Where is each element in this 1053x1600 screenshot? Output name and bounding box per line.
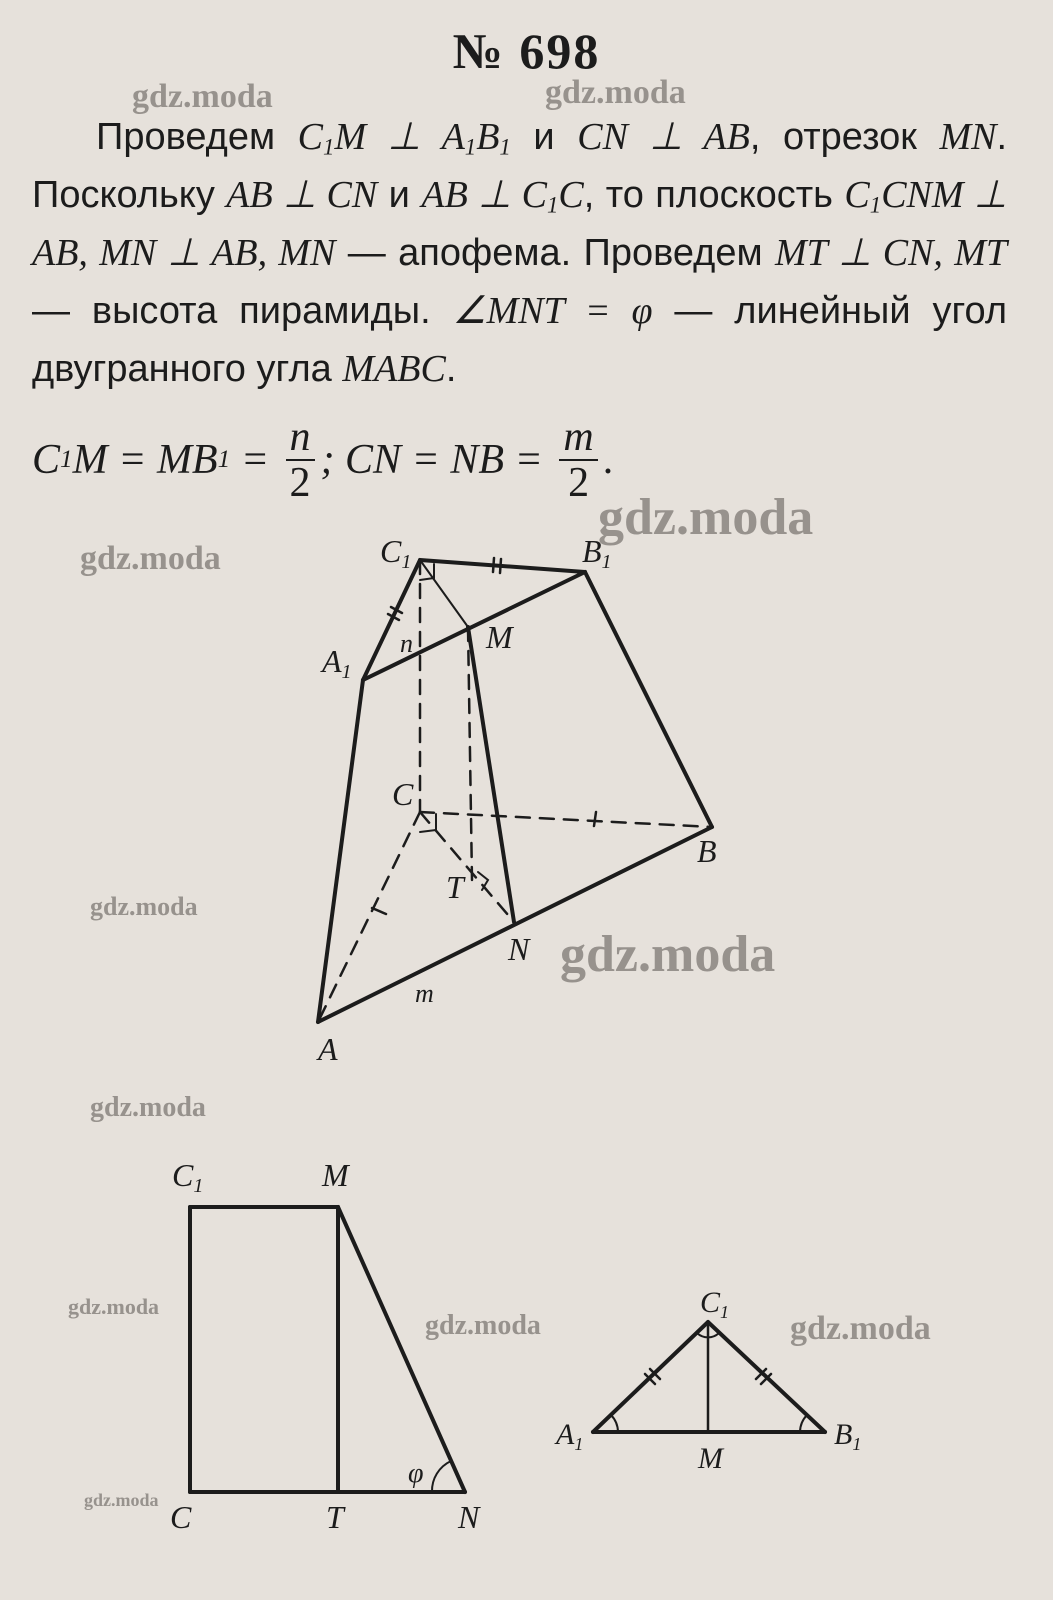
watermark: gdz.moda [90, 1092, 206, 1123]
denominator: 2 [289, 460, 311, 506]
subscript: 1 [464, 134, 477, 160]
label-phi: φ [408, 1458, 424, 1489]
math-part: C [558, 174, 584, 216]
denominator: 2 [568, 460, 590, 506]
watermark: gdz.moda [790, 1310, 931, 1347]
label-a1: A1 [322, 643, 352, 683]
angle-arc-b1 [800, 1415, 807, 1432]
watermark: gdz.moda [425, 1310, 541, 1341]
label-n: N [458, 1499, 480, 1535]
text-run: Поскольку [32, 174, 227, 216]
text-run: — апофема. Проведем [335, 232, 775, 274]
formula-line: C 1 M = MB 1 = $\frac{n}{2}$ ; CN = NB = $\frac{m}{2}$ . [32, 414, 615, 506]
numerator: m [559, 415, 597, 461]
math-run: MABC [342, 348, 446, 390]
label-m: M [486, 619, 513, 655]
label-t: T [446, 869, 464, 905]
math-part: CNM ⊥ AB, MN ⊥ AB, MN [32, 174, 1008, 274]
subscript: 1 [546, 192, 559, 218]
math-part: B [476, 116, 500, 158]
text-run: — линейный угол двугранного угла [32, 290, 1007, 390]
numerator: n [286, 415, 315, 461]
text-run: , то плоскость [583, 174, 845, 216]
subscript: 1 [499, 134, 511, 160]
formula-part: C [32, 437, 61, 483]
label-m-length: m [415, 979, 434, 1008]
math-run: ∠MNT = φ [452, 290, 653, 332]
text-run: , отрезок [749, 116, 940, 158]
text-run: . [445, 348, 457, 390]
label-c: C [170, 1499, 192, 1535]
formula-part: = [230, 437, 280, 483]
watermark: gdz.moda [68, 1294, 160, 1319]
label-c1: $C_1$ [700, 1286, 730, 1322]
math-part: M ⊥ A [334, 116, 465, 158]
math-run: MN [939, 116, 997, 158]
subscript: 1 [869, 192, 882, 218]
label-n: N [508, 931, 530, 967]
label-b1: $B_1$ [834, 1418, 862, 1454]
text-run: и [377, 174, 422, 216]
label-t: T [326, 1499, 344, 1535]
label-m: M [698, 1442, 723, 1475]
subscript: 1 [323, 134, 335, 160]
math-part: AB ⊥ C [421, 174, 547, 216]
math-run: CN ⊥ AB [577, 116, 750, 158]
math-part: C [844, 174, 870, 216]
text-run: и [510, 116, 578, 158]
formula-part: . [603, 437, 615, 483]
label-c1: C1 [380, 533, 412, 573]
problem-number: № 698 [452, 23, 601, 79]
formula-part: ; CN = NB = [320, 437, 554, 483]
watermark: gdz.moda [90, 892, 198, 921]
label-b1: B1 [582, 533, 612, 573]
watermark: gdz.moda [545, 74, 686, 111]
watermark: gdz.moda [84, 1490, 159, 1510]
label-m: M [322, 1157, 349, 1193]
label-c1: C1 [172, 1157, 204, 1197]
watermark: gdz.moda [132, 78, 273, 115]
text-run: Проведем [96, 116, 276, 158]
label-c: C [392, 776, 414, 812]
text-run: . [996, 116, 1007, 158]
watermark: gdz.moda [560, 926, 776, 983]
math-run: MT ⊥ CN, MT [774, 232, 1007, 274]
watermark: gdz.moda [80, 540, 221, 577]
watermark: gdz.moda [598, 489, 814, 546]
label-b: B [697, 833, 717, 869]
label-a: A [318, 1031, 338, 1067]
math-part: C [297, 116, 324, 158]
angle-arc-a1 [611, 1415, 618, 1432]
math-run: AB ⊥ CN [226, 174, 378, 216]
text-run: — высота пирамиды. [32, 290, 453, 332]
formula-part: M = MB [72, 437, 218, 483]
label-a1: $A_1$ [556, 1418, 584, 1454]
label-n-length: n [400, 629, 413, 658]
